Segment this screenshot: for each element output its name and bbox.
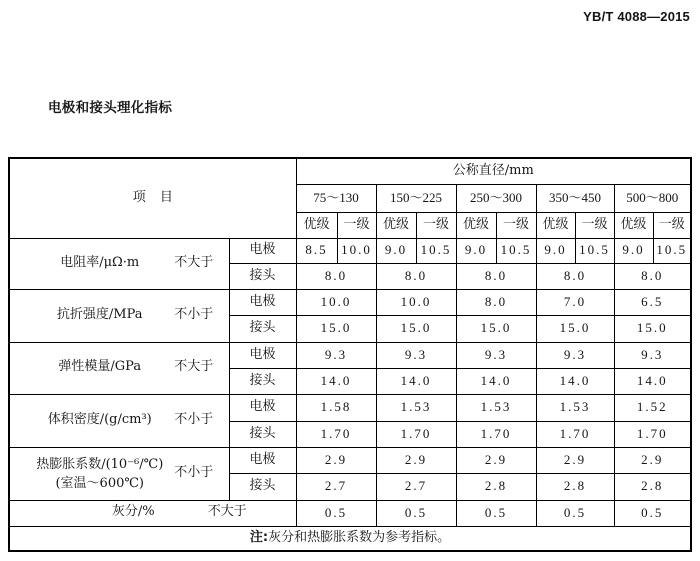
flexural-electrode-value: 10.0 — [376, 289, 456, 315]
expansion-joint-value: 2.7 — [376, 473, 456, 500]
item-label-line-1: 热膨胀系数/(10⁻⁶/℃) — [36, 456, 164, 472]
item-label: 弹性模量/GPa — [58, 359, 142, 375]
modulus-joint-value: 14.0 — [536, 368, 614, 394]
density-joint-value: 1.70 — [536, 421, 614, 447]
modulus-electrode-value: 9.3 — [614, 342, 691, 368]
part-label-electrode: 电极 — [229, 289, 296, 315]
part-label-joint: 接头 — [229, 368, 296, 394]
note-prefix: 注: — [249, 529, 269, 545]
diameter-range-cell: 500～800 — [614, 184, 691, 212]
ash-row — [9, 500, 691, 526]
expansion-electrode-value: 2.9 — [376, 447, 456, 473]
resistivity-electrode-value: 9.0 — [376, 238, 416, 263]
flexural-electrode-value: 7.0 — [536, 289, 614, 315]
item-cell-resistivity — [9, 238, 229, 289]
ash-value: 0.5 — [296, 500, 376, 526]
limit-label: 不小于 — [174, 411, 214, 427]
resistivity-electrode-value: 10.5 — [653, 238, 691, 263]
ash-value: 0.5 — [376, 500, 456, 526]
modulus-joint-value: 14.0 — [456, 368, 536, 394]
item-label: 灰分/% — [111, 504, 155, 520]
spec-table — [8, 157, 692, 552]
grade-premium-cell: 优级 — [614, 212, 653, 238]
flexural-electrode-value: 10.0 — [296, 289, 376, 315]
item-cell-modulus — [9, 342, 229, 394]
diameter-header-cell: 公称直径/mm — [296, 158, 691, 184]
flexural-joint-value: 15.0 — [536, 315, 614, 342]
resistivity-electrode-value: 10.5 — [496, 238, 536, 263]
resistivity-joint-value: 8.0 — [376, 263, 456, 289]
modulus-electrode-row — [9, 342, 691, 368]
grade-first-cell: 一级 — [496, 212, 536, 238]
grade-premium-cell: 优级 — [456, 212, 496, 238]
part-label-joint: 接头 — [229, 263, 296, 289]
density-electrode-value: 1.53 — [456, 394, 536, 421]
note-text: 灰分和热膨胀系数为参考指标。 — [268, 529, 451, 545]
part-label-electrode: 电极 — [229, 447, 296, 473]
density-joint-value: 1.70 — [456, 421, 536, 447]
grade-first-cell: 一级 — [337, 212, 376, 238]
diameter-range-cell: 350～450 — [536, 184, 614, 212]
ash-value: 0.5 — [614, 500, 691, 526]
flexural-joint-value: 15.0 — [296, 315, 376, 342]
item-cell-expansion — [9, 447, 229, 500]
flexural-electrode-value: 8.0 — [456, 289, 536, 315]
expansion-joint-value: 2.8 — [536, 473, 614, 500]
density-electrode-value: 1.58 — [296, 394, 376, 421]
item-label-line-2: (室温～600℃) — [55, 475, 144, 491]
part-label-electrode: 电极 — [229, 342, 296, 368]
diameter-range-cell: 150～225 — [376, 184, 456, 212]
resistivity-electrode-value: 10.0 — [337, 238, 376, 263]
item-cell-ash — [9, 500, 296, 526]
modulus-electrode-value: 9.3 — [536, 342, 614, 368]
part-label-electrode: 电极 — [229, 238, 296, 263]
limit-label: 不大于 — [174, 254, 214, 270]
note-row — [9, 526, 691, 551]
density-joint-value: 1.70 — [376, 421, 456, 447]
limit-label: 不大于 — [207, 504, 247, 520]
header-row-diameter — [9, 158, 691, 184]
table-title: 电极和接头理化指标 — [48, 100, 173, 116]
density-electrode-value: 1.53 — [376, 394, 456, 421]
modulus-electrode-value: 9.3 — [456, 342, 536, 368]
grade-first-cell: 一级 — [416, 212, 456, 238]
grade-first-cell: 一级 — [653, 212, 691, 238]
item-cell-flexural — [9, 289, 229, 342]
part-label-joint: 接头 — [229, 473, 296, 500]
density-joint-value: 1.70 — [614, 421, 691, 447]
modulus-joint-value: 14.0 — [614, 368, 691, 394]
resistivity-electrode-value: 9.0 — [536, 238, 575, 263]
grade-first-cell: 一级 — [575, 212, 614, 238]
part-label-joint: 接头 — [229, 315, 296, 342]
density-joint-value: 1.70 — [296, 421, 376, 447]
resistivity-joint-value: 8.0 — [614, 263, 691, 289]
resistivity-electrode-value: 8.5 — [296, 238, 337, 263]
note-cell — [9, 526, 691, 551]
diameter-range-cell: 75～130 — [296, 184, 376, 212]
expansion-electrode-value: 2.9 — [456, 447, 536, 473]
density-electrode-row — [9, 394, 691, 421]
expansion-electrode-value: 2.9 — [614, 447, 691, 473]
flexural-joint-value: 15.0 — [614, 315, 691, 342]
flexural-joint-value: 15.0 — [376, 315, 456, 342]
item-label: 电阻率/μΩ·m — [60, 254, 140, 270]
limit-label: 不小于 — [174, 465, 214, 481]
flexural-joint-value: 15.0 — [456, 315, 536, 342]
expansion-electrode-row — [9, 447, 691, 473]
item-label — [25, 455, 174, 493]
ash-value: 0.5 — [456, 500, 536, 526]
resistivity-joint-value: 8.0 — [536, 263, 614, 289]
expansion-joint-value: 2.7 — [296, 473, 376, 500]
item-cell-density — [9, 394, 229, 447]
limit-label: 不大于 — [174, 359, 214, 375]
density-electrode-value: 1.52 — [614, 394, 691, 421]
resistivity-electrode-value: 10.5 — [575, 238, 614, 263]
flexural-electrode-row — [9, 289, 691, 315]
standard-code: YB/T 4088—2015 — [583, 9, 690, 24]
resistivity-joint-value: 8.0 — [296, 263, 376, 289]
resistivity-electrode-row — [9, 238, 691, 263]
item-label: 体积密度/(g/cm³) — [47, 411, 152, 427]
flexural-electrode-value: 6.5 — [614, 289, 691, 315]
modulus-joint-value: 14.0 — [376, 368, 456, 394]
expansion-electrode-value: 2.9 — [296, 447, 376, 473]
item-header-cell: 项 目 — [9, 158, 296, 238]
ash-value: 0.5 — [536, 500, 614, 526]
modulus-electrode-value: 9.3 — [296, 342, 376, 368]
expansion-joint-value: 2.8 — [614, 473, 691, 500]
diameter-range-cell: 250～300 — [456, 184, 536, 212]
resistivity-joint-value: 8.0 — [456, 263, 536, 289]
grade-premium-cell: 优级 — [536, 212, 575, 238]
density-electrode-value: 1.53 — [536, 394, 614, 421]
expansion-electrode-value: 2.9 — [536, 447, 614, 473]
limit-label: 不小于 — [174, 306, 214, 322]
resistivity-electrode-value: 9.0 — [456, 238, 496, 263]
resistivity-electrode-value: 10.5 — [416, 238, 456, 263]
item-label: 抗折强度/MPa — [56, 306, 143, 322]
part-label-electrode: 电极 — [229, 394, 296, 421]
grade-premium-cell: 优级 — [296, 212, 337, 238]
expansion-joint-value: 2.8 — [456, 473, 536, 500]
resistivity-electrode-value: 9.0 — [614, 238, 653, 263]
part-label-joint: 接头 — [229, 421, 296, 447]
modulus-joint-value: 14.0 — [296, 368, 376, 394]
modulus-electrode-value: 9.3 — [376, 342, 456, 368]
grade-premium-cell: 优级 — [376, 212, 416, 238]
